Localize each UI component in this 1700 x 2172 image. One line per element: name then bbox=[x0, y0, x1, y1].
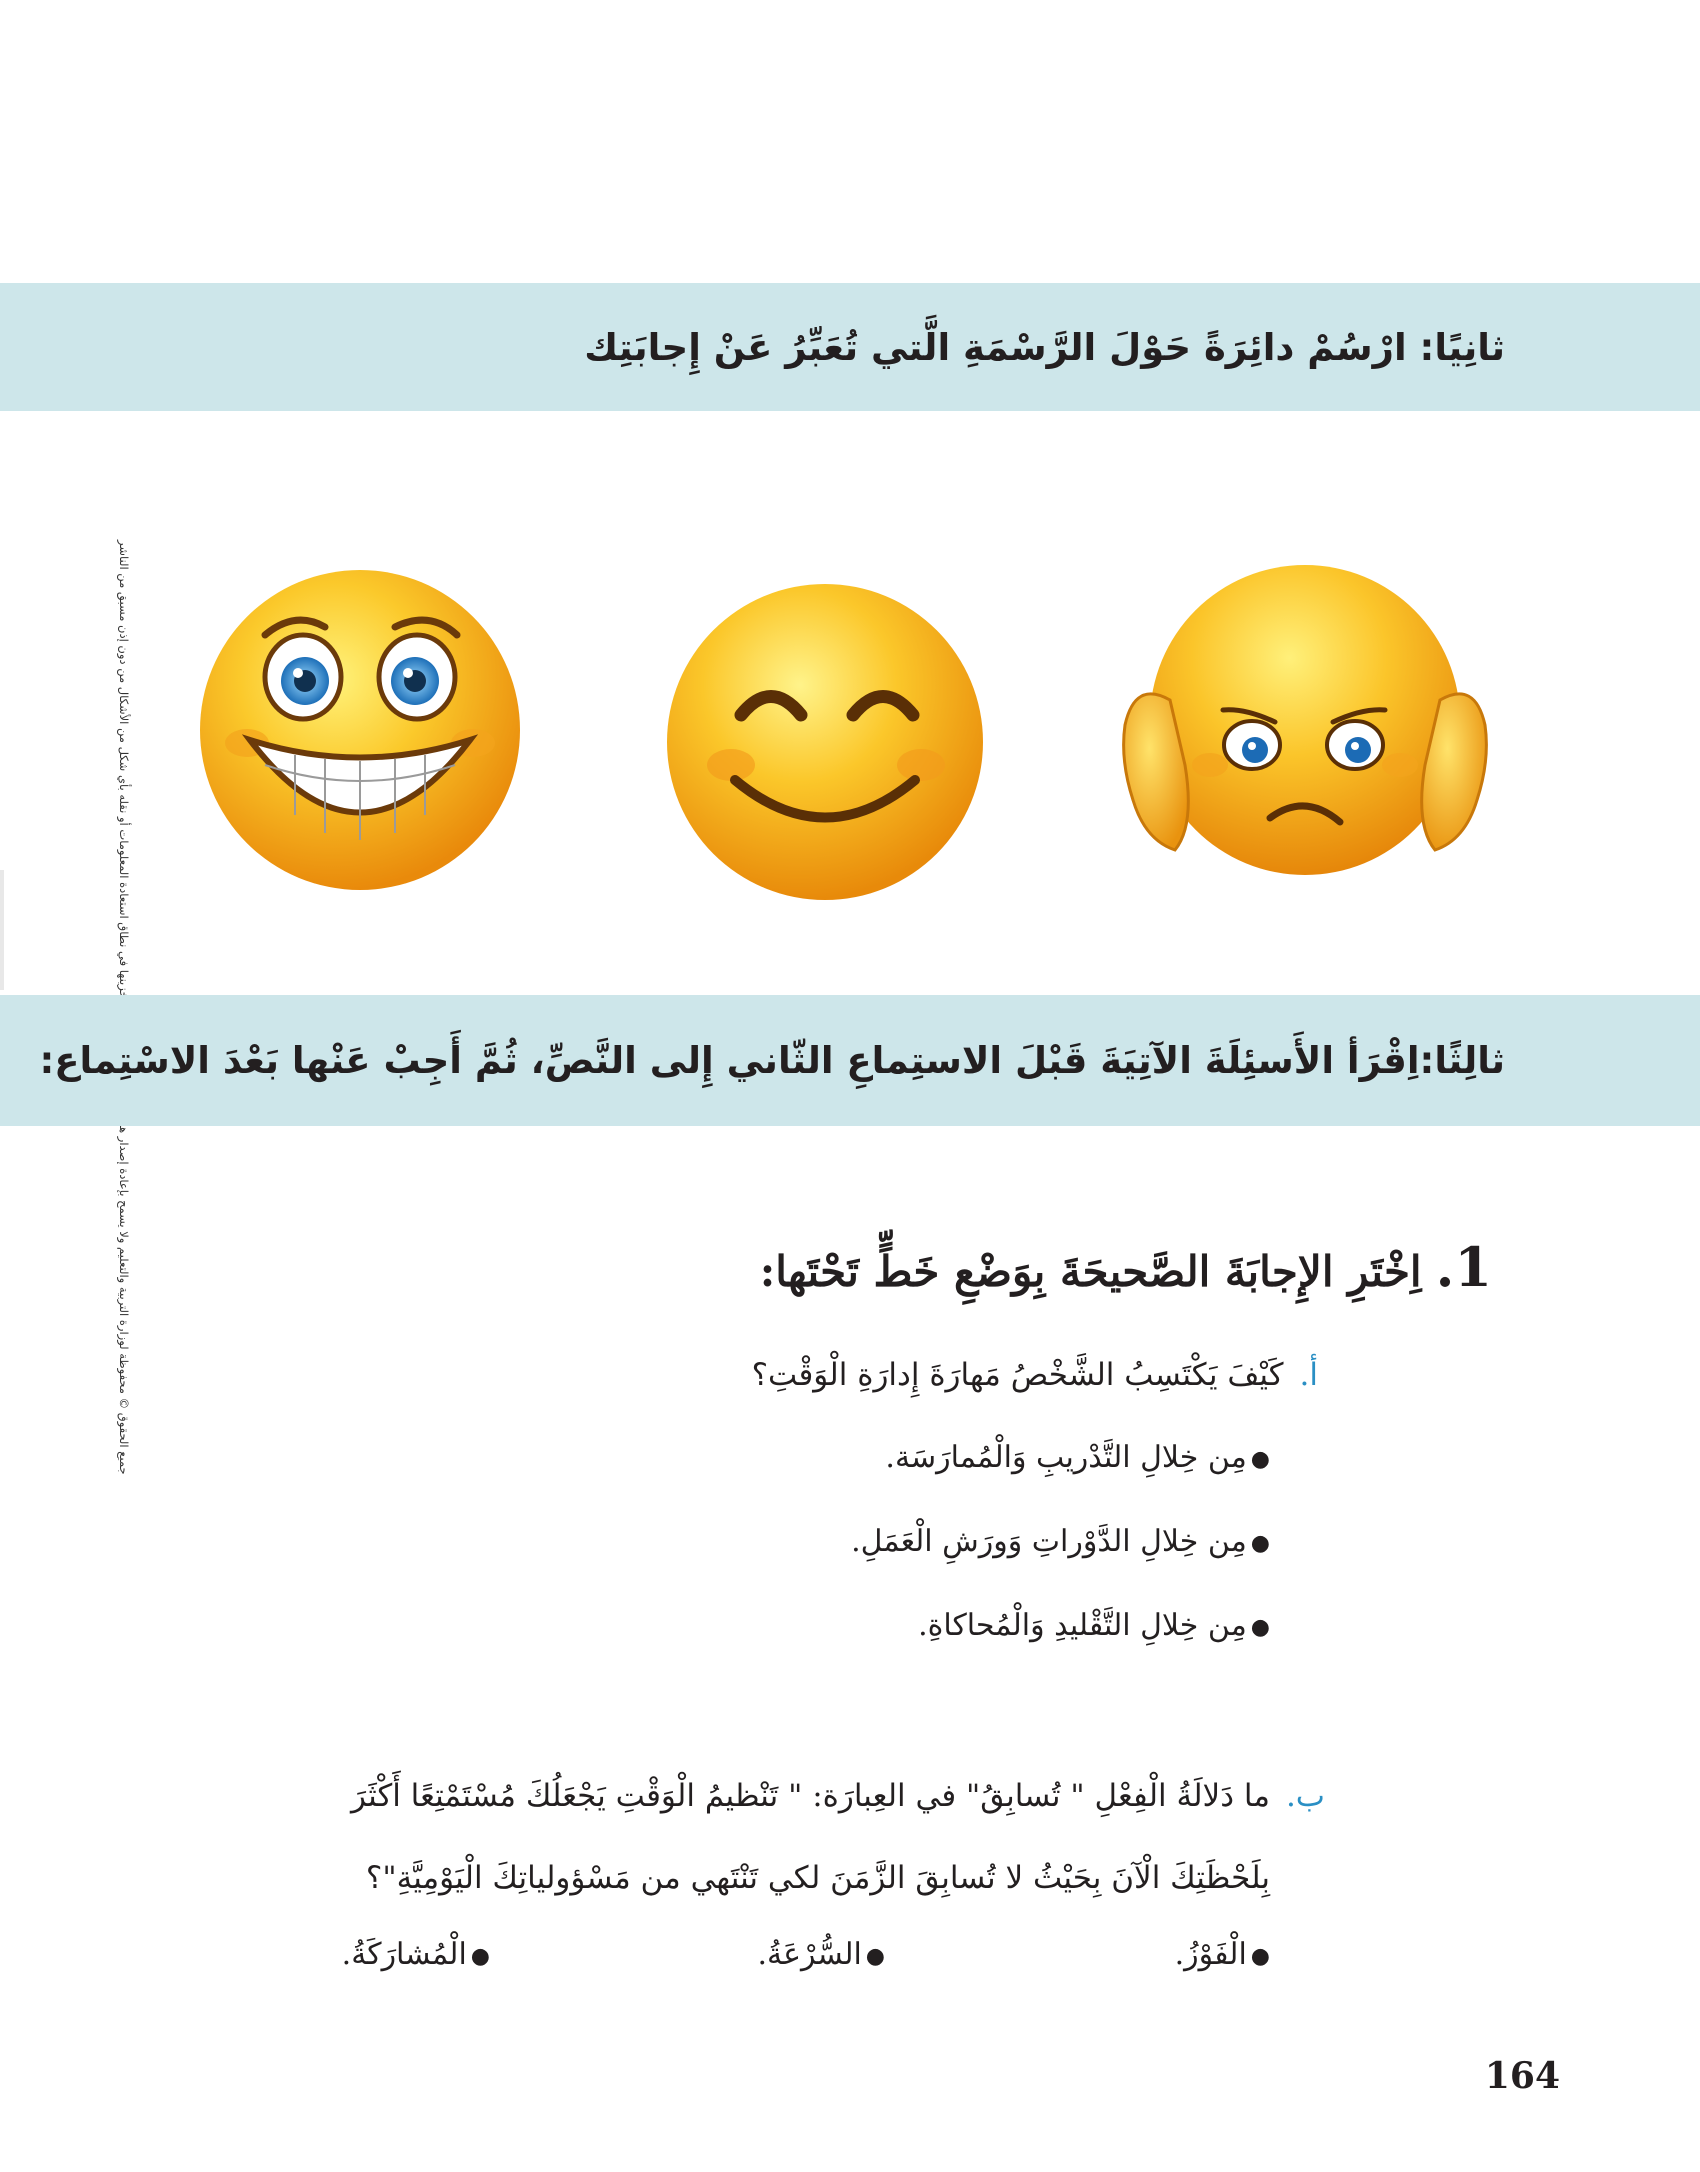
section2-title: ثانِيًا: ارْسُمْ دائِرَةً حَوْلَ الرَّسْمَةِ الَّتي تُعَبِّرُ عَنْ إِجابَتِك bbox=[584, 325, 1505, 369]
part-a-option-2-text: مِن خِلالِ الدَّوْراتِ وَورَشِ الْعَمَلِ. bbox=[851, 1524, 1247, 1559]
part-b-option-2-text: السُّرْعَةُ. bbox=[757, 1937, 862, 1972]
sad-face-icon[interactable] bbox=[1115, 560, 1495, 880]
part-b-question-line-1 bbox=[351, 1778, 1325, 1814]
page-edge-mark bbox=[0, 870, 4, 990]
grinning-face-icon[interactable] bbox=[195, 565, 525, 895]
question-1-text: اِخْتَرِ الإِجابَةَ الصَّحيحَةَ بِوَضْعِ خَطٍّ تَحْتَها: bbox=[759, 1247, 1422, 1296]
part-b-question-text-2: بِلَحْظَتِكَ الْآنَ بِحَيْثُ لا تُسابِقَ الزَّمَنَ لكي تَنْتَهي من مَسْؤولياتِكَ الْيَوْمِيَّةِ"؟ bbox=[365, 1860, 1270, 1896]
bullet-icon: ● bbox=[1250, 1614, 1270, 1640]
part-b-option-3[interactable] bbox=[342, 1937, 490, 1972]
section2-banner bbox=[0, 283, 1700, 411]
part-b-option-1-text: الْفَوْزُ. bbox=[1174, 1937, 1247, 1972]
part-a-option-3-text: مِن خِلالِ التَّقْليدِ وَالْمُحاكاةِ. bbox=[918, 1608, 1247, 1643]
question-1-number: 1. bbox=[1435, 1235, 1492, 1299]
bullet-icon: ● bbox=[865, 1943, 885, 1969]
question-1 bbox=[760, 1235, 1492, 1299]
part-a-option-3[interactable] bbox=[918, 1608, 1270, 1643]
part-b-option-1[interactable] bbox=[1175, 1937, 1270, 1972]
bullet-icon: ● bbox=[1250, 1943, 1270, 1969]
section3-title: ثالِثًا:اِقْرَأ الأَسئِلَةَ الآتِيَةَ قَبْلَ الاستِماعِ الثّاني إِلى النَّصِّ، ثُمَّ أَجِبْ عَنْها بَعْدَ الاسْتِماع: bbox=[39, 1039, 1505, 1082]
part-a-option-1-text: مِن خِلالِ التَّدْريبِ وَالْمُمارَسَة. bbox=[885, 1440, 1247, 1475]
part-a-option-1[interactable] bbox=[885, 1440, 1270, 1475]
part-a-option-2[interactable] bbox=[851, 1524, 1270, 1559]
part-a-question-text: كَيْفَ يَكْتَسِبُ الشَّخْصُ مَهارَةَ إِدارَةِ الْوَقْتِ؟ bbox=[751, 1357, 1284, 1393]
part-b-option-3-text: الْمُشارَكَةُ. bbox=[341, 1937, 467, 1972]
smiling-face-icon[interactable] bbox=[663, 580, 988, 905]
part-b-question-text-1: ما دَلالَةُ الْفِعْلِ " تُسابِقُ" في العِبارَة: " تَنْظيمُ الْوَقْتِ يَجْعَلُكَ مُسْتَمْتِعًا أَكْثَرَ bbox=[350, 1778, 1270, 1814]
part-b-option-2[interactable] bbox=[757, 1937, 885, 1972]
part-a-question bbox=[752, 1357, 1318, 1393]
section3-banner bbox=[0, 995, 1700, 1126]
part-a-letter: أ. bbox=[1299, 1357, 1318, 1393]
page-number: 164 bbox=[1484, 2055, 1560, 2097]
part-b-question-line-2 bbox=[366, 1860, 1270, 1896]
part-b-letter: ب. bbox=[1285, 1778, 1325, 1814]
bullet-icon: ● bbox=[1250, 1446, 1270, 1472]
bullet-icon: ● bbox=[470, 1943, 490, 1969]
bullet-icon: ● bbox=[1250, 1530, 1270, 1556]
